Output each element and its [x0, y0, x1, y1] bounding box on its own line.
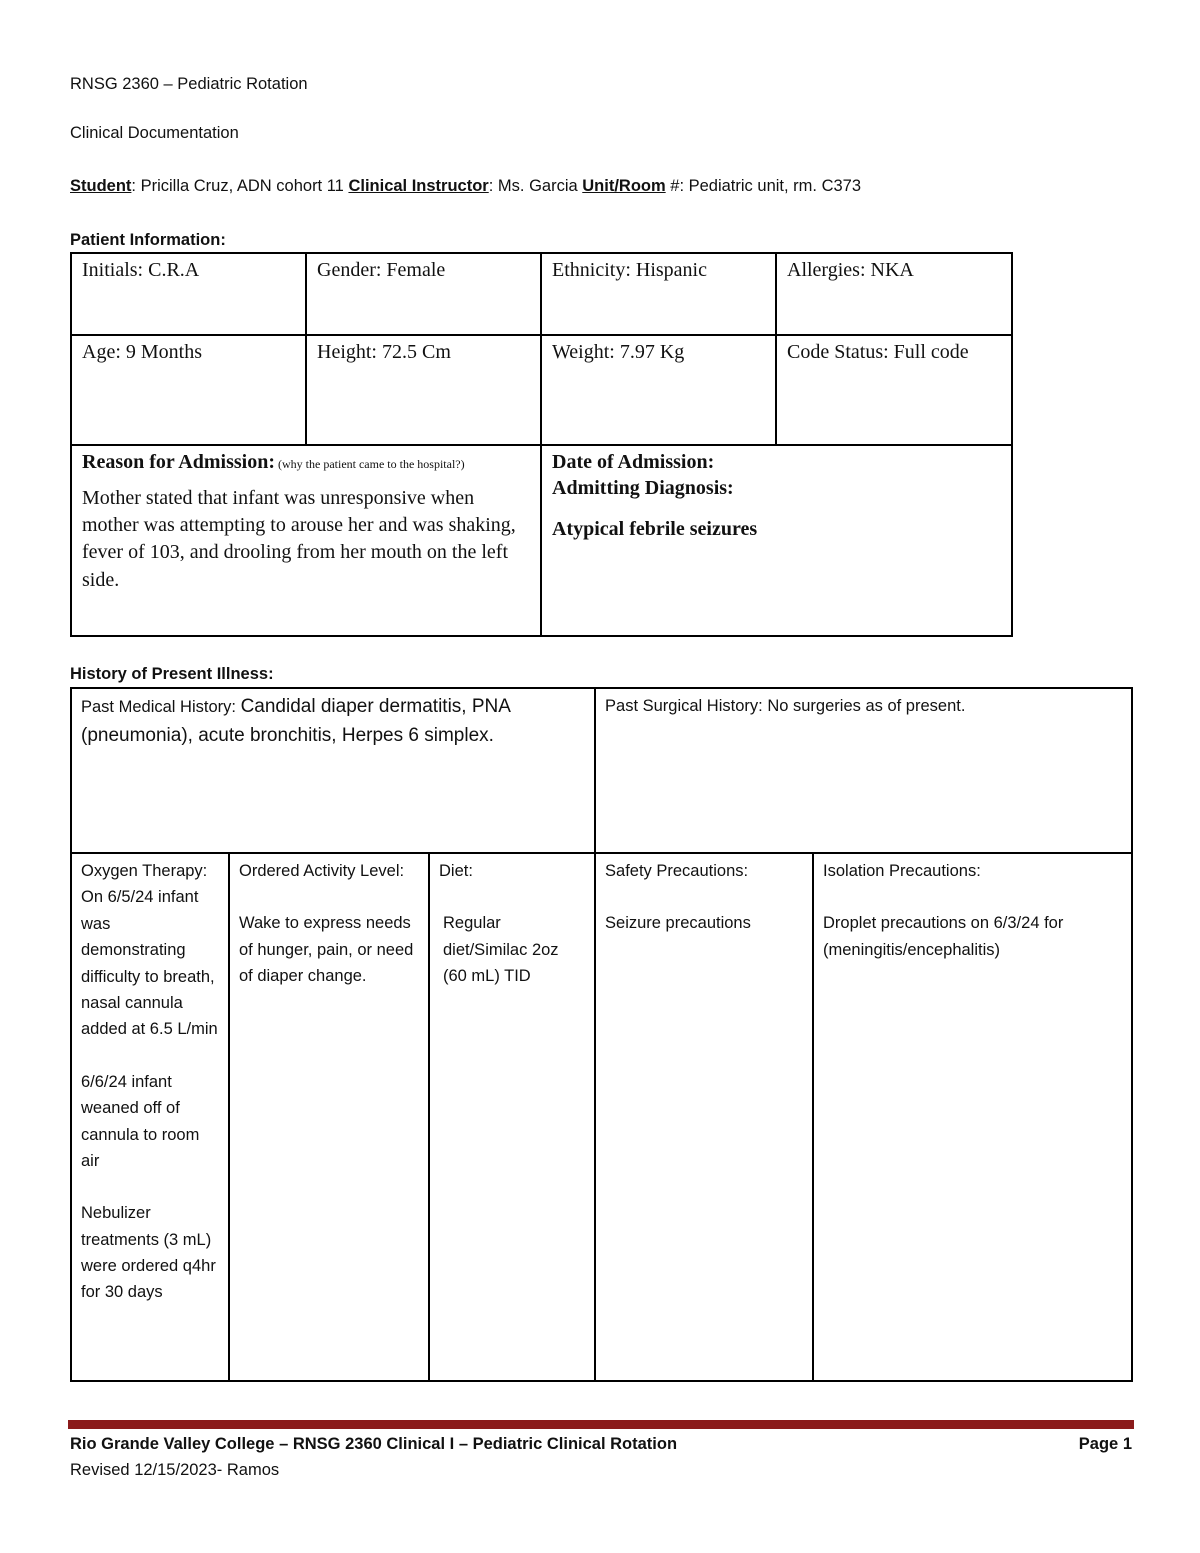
activity-level-cell [229, 853, 429, 1381]
diet-label: Diet: [439, 862, 473, 880]
page-number: Page 1 [1078, 1435, 1132, 1453]
document-title: Clinical Documentation [70, 124, 239, 142]
instructor-value: Ms. Garcia [497, 177, 578, 195]
diet-value: Regular diet/Similac 2oz (60 mL) TID [443, 914, 559, 986]
footer-college: Rio Grande Valley College – RNSG 2360 Clinical I – Pediatric Clinical Rotation [70, 1435, 678, 1453]
isolation-value: Droplet precautions on 6/3/24 for (meningitis/encephalitis) [823, 914, 1064, 959]
initials-cell: Initials: C.R.A [71, 253, 306, 335]
activity-value: Wake to express needs of hunger, pain, or need of diaper change. [239, 914, 414, 986]
admitting-diagnosis-value: Atypical febrile seizures [552, 518, 758, 540]
student-info-line: Student: Pricilla Cruz, ADN cohort 11 Clinical Instructor: Ms. Garcia Unit/Room #: Pediatric unit, rm. C373 [70, 177, 862, 195]
oxygen-entry-1: On 6/5/24 infant was demonstrating difficulty to breath, nasal cannula added at 6.5 L/min [81, 888, 218, 1039]
patient-row-measurements [71, 335, 1012, 445]
history-heading: History of Present Illness: [70, 665, 274, 683]
admission-diagnosis-cell [541, 445, 1012, 636]
patient-info-heading: Patient Information: [70, 231, 226, 249]
unit-label: Unit/Room [582, 177, 666, 195]
psh-value: No surgeries as of present. [767, 697, 966, 715]
weight-cell: Weight: 7.97 Kg [541, 335, 776, 445]
age-cell: Age: 9 Months [71, 335, 306, 445]
safety-label: Safety Precautions: [605, 862, 749, 880]
activity-label: Ordered Activity Level: [239, 862, 405, 880]
gender-cell: Gender: Female [306, 253, 541, 335]
reason-label: Reason for Admission: [82, 451, 275, 473]
footer-rule [68, 1420, 1134, 1429]
safety-precautions-cell [595, 853, 813, 1381]
admitting-diagnosis-label: Admitting Diagnosis: [552, 477, 734, 499]
patient-info-table [70, 252, 1013, 637]
reason-hint: (why the patient came to the hospital?) [275, 457, 465, 471]
reason-heading [82, 449, 530, 475]
reason-for-admission-cell [71, 445, 541, 636]
student-value: Pricilla Cruz, ADN cohort 11 [140, 177, 344, 195]
past-surgical-history-cell [595, 688, 1132, 853]
allergies-cell: Allergies: NKA [776, 253, 1012, 335]
instructor-label: Clinical Instructor [348, 177, 489, 195]
psh-label: Past Surgical History: [605, 697, 763, 715]
patient-row-admission [71, 445, 1012, 636]
unit-value: #: Pediatric unit, rm. C373 [670, 177, 862, 195]
diet-cell [429, 853, 595, 1381]
pmh-value: Candidal diaper dermatitis, PNA (pneumonia), acute bronchitis, Herpes 6 simplex. [81, 696, 510, 746]
oxygen-entry-2: 6/6/24 infant weaned off of cannula to room air [81, 1072, 200, 1170]
ethnicity-cell: Ethnicity: Hispanic [541, 253, 776, 335]
history-row-orders [71, 853, 1132, 1381]
oxygen-therapy-cell [71, 853, 229, 1381]
history-table [70, 687, 1133, 1382]
reason-text: Mother stated that infant was unresponsive when mother was attempting to arouse her and was shaking, fever of 103, and drooling from her mouth on the left side. [82, 487, 516, 591]
oxygen-label: Oxygen Therapy: [81, 862, 208, 880]
history-row-past [71, 688, 1132, 853]
date-of-admission-label: Date of Admission: [552, 451, 715, 473]
footer-line [70, 1435, 1132, 1454]
pmh-label: Past Medical History: [81, 698, 236, 716]
footer-revised: Revised 12/15/2023- Ramos [70, 1461, 280, 1479]
isolation-label: Isolation Precautions: [823, 862, 981, 880]
past-medical-history-cell [71, 688, 595, 853]
student-label: Student [70, 177, 132, 195]
isolation-precautions-cell [813, 853, 1132, 1381]
safety-value: Seizure precautions [605, 914, 751, 933]
oxygen-entry-3: Nebulizer treatments (3 mL) were ordered q4hr for 30 days [81, 1204, 216, 1302]
height-cell: Height: 72.5 Cm [306, 335, 541, 445]
patient-row-demographics [71, 253, 1012, 335]
course-title: RNSG 2360 – Pediatric Rotation [70, 75, 308, 93]
code-status-cell: Code Status: Full code [776, 335, 1012, 445]
